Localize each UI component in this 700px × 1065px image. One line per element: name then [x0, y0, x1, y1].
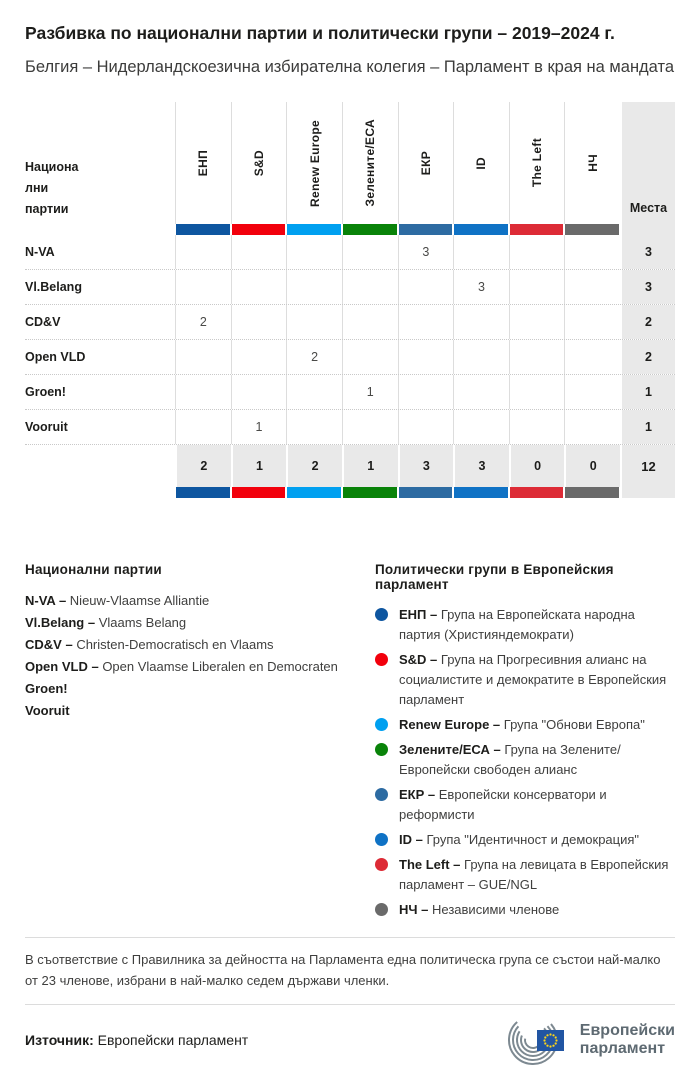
eu-flag-icon	[537, 1030, 564, 1051]
group-legend-text	[399, 785, 675, 825]
group-color-bar	[287, 487, 341, 498]
seat-value-cell	[286, 235, 342, 269]
national-parties-corner-label	[25, 102, 175, 224]
group-color-cell	[398, 224, 454, 235]
group-column-header	[175, 102, 231, 224]
group-legend-text	[399, 715, 645, 735]
group-column-label: НЧ	[585, 154, 600, 172]
seat-value-cell	[175, 270, 231, 304]
table-row	[25, 340, 675, 375]
group-description: Група на Прогресивния алианс на социалистите и демократите в Европейския парламент	[399, 652, 667, 707]
group-abbr: ЕНП –	[399, 607, 438, 622]
party-abbr: N-VA –	[25, 593, 67, 608]
seat-value-cell	[453, 340, 509, 374]
seat-value-cell	[231, 375, 287, 409]
group-color-bar	[454, 224, 508, 235]
table-row	[25, 235, 675, 270]
party-name-cell: Open VLD	[25, 350, 86, 364]
group-color-cell	[453, 224, 509, 235]
group-color-cell	[509, 487, 565, 498]
party-full-name: Vlaams Belang	[98, 615, 187, 630]
seat-value-cell	[231, 235, 287, 269]
party-legend-item	[25, 656, 375, 678]
ep-logo-line1: Европейски	[579, 1022, 675, 1039]
table-row	[25, 270, 675, 305]
seat-value-cell: 3	[398, 235, 454, 269]
group-column-label: ЕНП	[196, 149, 211, 177]
group-abbr: S&D –	[399, 652, 438, 667]
group-color-dot	[375, 743, 388, 756]
seat-value-cell	[286, 375, 342, 409]
ep-logo-text	[580, 1022, 675, 1058]
party-name-cell: CD&V	[25, 315, 61, 329]
group-legend-text	[399, 900, 559, 920]
ep-logo	[507, 1015, 675, 1065]
group-total-cell: 1	[231, 445, 287, 487]
group-legend-list	[375, 605, 675, 920]
group-abbr: НЧ –	[399, 902, 429, 917]
seat-value-cell	[231, 270, 287, 304]
seat-value-cell	[564, 305, 620, 339]
group-total-cell: 2	[175, 445, 231, 487]
group-legend-text	[399, 605, 675, 645]
group-legend-item	[375, 715, 675, 735]
party-name-cell: Vl.Belang	[25, 280, 82, 294]
seat-value-cell	[453, 410, 509, 444]
divider	[25, 1004, 675, 1005]
group-color-bar	[454, 487, 508, 498]
group-color-cell	[453, 487, 509, 498]
seat-value-cell	[453, 305, 509, 339]
group-color-bar	[232, 224, 286, 235]
seat-value-cell	[342, 340, 398, 374]
grand-total-cell: 12	[620, 445, 675, 487]
source-value: Европейски парламент	[97, 1032, 249, 1048]
party-full-name: Christen-Democratisch en Vlaams	[76, 637, 274, 652]
seat-value-cell	[286, 410, 342, 444]
group-column-header	[342, 102, 398, 224]
group-description: Група на Европейската народна партия (Християндемократи)	[399, 607, 635, 642]
group-color-cell	[286, 487, 342, 498]
group-color-bar	[176, 224, 230, 235]
party-seats-cell: 2	[620, 305, 675, 339]
party-legend-list	[25, 590, 375, 722]
party-legend-item	[25, 612, 375, 634]
table-row	[25, 410, 675, 445]
group-color-cell	[342, 224, 398, 235]
group-description: Европейски консерватори и реформисти	[399, 787, 607, 822]
group-column-label: ID	[474, 156, 489, 170]
party-legend-item	[25, 700, 375, 722]
seats-column-header	[620, 102, 675, 224]
group-color-cell	[342, 487, 398, 498]
group-color-bar	[565, 487, 619, 498]
party-seats-cell: 1	[620, 375, 675, 409]
seat-value-cell: 3	[453, 270, 509, 304]
group-total-cell: 2	[286, 445, 342, 487]
corner-label-line: Национа	[25, 160, 79, 174]
seat-value-cell	[564, 340, 620, 374]
group-legend-heading: Политически групи в Европейския парламент	[375, 562, 614, 592]
empty-cell	[25, 487, 175, 498]
group-column-label: Зелените/ЕСА	[363, 119, 378, 207]
party-seats-cell: 3	[620, 270, 675, 304]
political-groups-legend	[375, 562, 675, 925]
group-legend-text	[399, 650, 675, 710]
group-legend-text	[399, 830, 639, 850]
seat-value-cell	[398, 340, 454, 374]
group-legend-item	[375, 650, 675, 710]
group-description: Група "Обнови Европа"	[503, 717, 645, 732]
group-color-bar	[287, 224, 341, 235]
group-column-header	[453, 102, 509, 224]
seats-column-label: Места	[629, 201, 668, 215]
source-line	[25, 1032, 248, 1048]
seat-value-cell: 2	[175, 305, 231, 339]
party-seats-cell: 2	[620, 340, 675, 374]
seat-value-cell	[175, 235, 231, 269]
party-legend-item	[25, 678, 375, 700]
party-legend-item	[25, 590, 375, 612]
seat-value-cell	[231, 340, 287, 374]
group-color-cell	[398, 487, 454, 498]
source-row	[25, 1015, 675, 1065]
group-color-cell	[286, 224, 342, 235]
group-color-cell	[564, 487, 620, 498]
group-color-cell	[231, 487, 287, 498]
group-color-cell	[564, 224, 620, 235]
seats-column-spacer	[620, 487, 675, 498]
group-color-bar	[399, 224, 453, 235]
corner-label-line: лни	[25, 181, 49, 195]
seat-value-cell: 1	[342, 375, 398, 409]
seat-value-cell	[342, 235, 398, 269]
seat-value-cell	[342, 270, 398, 304]
party-abbr: Open VLD –	[25, 659, 99, 674]
seat-value-cell	[509, 270, 565, 304]
group-description: Независими членове	[432, 902, 560, 917]
empty-cell	[25, 445, 175, 487]
group-color-cell	[231, 224, 287, 235]
group-column-header	[398, 102, 454, 224]
seats-table	[25, 102, 675, 498]
seat-value-cell	[286, 305, 342, 339]
ep-logo-line2: парламент	[579, 1040, 666, 1057]
party-legend-item	[25, 634, 375, 656]
party-name-cell: Groen!	[25, 385, 66, 399]
party-abbr: Vl.Belang –	[25, 615, 96, 630]
group-legend-item	[375, 785, 675, 825]
seat-value-cell	[564, 410, 620, 444]
party-abbr: Vooruit	[25, 703, 70, 718]
group-description: Група "Идентичност и демокрация"	[426, 832, 640, 847]
group-column-header	[286, 102, 342, 224]
group-column-label: S&D	[251, 149, 266, 177]
seat-value-cell	[398, 305, 454, 339]
seat-value-cell	[231, 305, 287, 339]
group-total-cell: 0	[509, 445, 565, 487]
party-abbr: CD&V –	[25, 637, 73, 652]
group-color-bar	[510, 224, 564, 235]
group-color-dot	[375, 788, 388, 801]
group-abbr: The Left –	[399, 857, 461, 872]
corner-label-line: партии	[25, 202, 69, 216]
table-row	[25, 305, 675, 340]
party-full-name: Open Vlaamse Liberalen en Democraten	[102, 659, 338, 674]
party-full-name: Nieuw-Vlaamse Alliantie	[69, 593, 210, 608]
group-total-cell: 3	[398, 445, 454, 487]
group-color-bar-row	[25, 224, 675, 235]
group-column-label: ЕКР	[418, 150, 433, 176]
group-column-header	[509, 102, 565, 224]
seat-value-cell: 1	[231, 410, 287, 444]
group-color-bar	[176, 487, 230, 498]
group-abbr: Зелените/ЕСА –	[399, 742, 501, 757]
group-color-dot	[375, 833, 388, 846]
group-legend-item	[375, 900, 675, 920]
group-legend-item	[375, 605, 675, 645]
legends	[25, 562, 675, 925]
group-color-bar	[343, 224, 397, 235]
party-abbr: Groen!	[25, 681, 68, 696]
divider	[25, 937, 675, 938]
seat-value-cell	[398, 410, 454, 444]
group-total-cell: 3	[453, 445, 509, 487]
seat-value-cell	[509, 410, 565, 444]
page-title: Разбивка по национални партии и политически групи – 2019–2024 г.	[25, 23, 615, 43]
group-legend-item	[375, 855, 675, 895]
group-column-label: The Left	[530, 138, 545, 188]
national-parties-legend	[25, 562, 375, 925]
group-color-bar	[399, 487, 453, 498]
party-name-cell: Vooruit	[25, 420, 68, 434]
seat-value-cell	[564, 235, 620, 269]
group-color-cell	[175, 487, 231, 498]
group-legend-text	[399, 740, 675, 780]
seat-value-cell	[564, 375, 620, 409]
party-name-cell: N-VA	[25, 245, 55, 259]
group-legend-item	[375, 740, 675, 780]
seat-value-cell	[398, 375, 454, 409]
group-color-dot	[375, 608, 388, 621]
footnote: В съответствие с Правилника за дейността на Парламента една политическа група се състои най-малко от 23 членове, избрани в най-малко седем държави членки.	[25, 952, 661, 988]
party-seats-cell: 3	[620, 235, 675, 269]
party-legend-heading: Национални партии	[25, 562, 162, 577]
seat-value-cell	[564, 270, 620, 304]
group-description: Група на левицата в Европейския парламент – GUE/NGL	[399, 857, 669, 892]
totals-row	[25, 445, 675, 487]
seat-value-cell	[342, 305, 398, 339]
group-abbr: ЕКР –	[399, 787, 436, 802]
group-color-dot	[375, 653, 388, 666]
source-label: Източник:	[25, 1032, 94, 1048]
seat-value-cell	[453, 235, 509, 269]
group-color-dot	[375, 903, 388, 916]
table-row	[25, 375, 675, 410]
group-column-label: Renew Europe	[307, 119, 322, 207]
group-color-dot	[375, 858, 388, 871]
seat-value-cell	[509, 340, 565, 374]
group-legend-item	[375, 830, 675, 850]
seat-value-cell	[342, 410, 398, 444]
group-color-bar	[232, 487, 286, 498]
seat-value-cell	[509, 305, 565, 339]
ep-hemicycle-icon	[507, 1015, 571, 1065]
seat-value-cell	[509, 235, 565, 269]
seat-value-cell	[175, 410, 231, 444]
seat-value-cell: 2	[286, 340, 342, 374]
seat-value-cell	[286, 270, 342, 304]
group-color-bar-row	[25, 487, 675, 498]
group-description: Група на Зелените/ Европейски свободен алианс	[399, 742, 621, 777]
seat-value-cell	[398, 270, 454, 304]
group-color-cell	[509, 224, 565, 235]
group-column-header	[564, 102, 620, 224]
group-column-header	[231, 102, 287, 224]
group-legend-text	[399, 855, 675, 895]
group-color-bar	[510, 487, 564, 498]
seats-column-spacer	[620, 224, 675, 235]
group-color-bar	[343, 487, 397, 498]
group-color-cell	[175, 224, 231, 235]
empty-cell	[25, 224, 175, 235]
page-subtitle: Белгия – Нидерландскоезична избирателна колегия – Парламент в края на мандата	[25, 58, 675, 76]
seat-value-cell	[175, 340, 231, 374]
group-color-dot	[375, 718, 388, 731]
group-abbr: ID –	[399, 832, 423, 847]
group-total-cell: 1	[342, 445, 398, 487]
table-header-row	[25, 102, 675, 224]
seat-value-cell	[453, 375, 509, 409]
group-total-cell: 0	[564, 445, 620, 487]
seat-value-cell	[175, 375, 231, 409]
group-color-bar	[565, 224, 619, 235]
seat-value-cell	[509, 375, 565, 409]
group-abbr: Renew Europe –	[399, 717, 501, 732]
party-seats-cell: 1	[620, 410, 675, 444]
